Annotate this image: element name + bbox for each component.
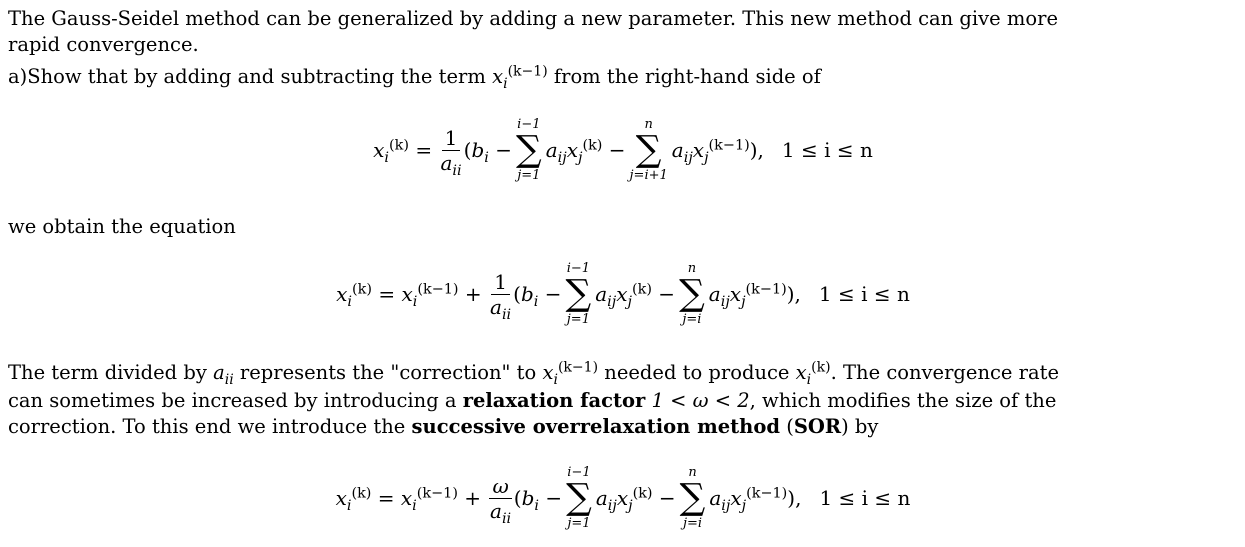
equation-3-fraction: $\frac{\omega}{a_{ii}}$ — [490, 473, 512, 527]
paragraph-2-line-3: correction. To this end we introduce the successive overrelaxation method (SOR) by — [8, 415, 879, 438]
para-text-7: correction. To this end we introduce the — [8, 415, 406, 438]
relaxation-factor-term: relaxation factor — [462, 389, 646, 412]
sor-abbreviation: SOR — [793, 415, 842, 438]
para-text-5: can sometimes be increased by introducing a — [8, 389, 457, 412]
part-a-text — [8, 64, 821, 90]
para-text-6: , which modifies the size of the — [749, 389, 1057, 412]
equation-2: $x_i^{(k)}$ = $x_i^{(k-1)}$ + $\frac{1}{a_{ii}}$ ($b_i$ − i−1 ∑ j=1 $a_{ij}x_j^{(k)}$ − n ∑ j=i $a_{ij}x_j^{(k-1)}$ ), 1 ≤ i ≤ n — [336, 261, 910, 327]
paragraph-2-line-2 — [8, 388, 1056, 414]
para-text-3: needed to produce — [604, 361, 790, 384]
para-text-1: The term divided by — [8, 361, 207, 384]
para-text-2: represents the "correction" to — [239, 361, 537, 384]
equation-3-condition: 1 ≤ i ≤ n — [819, 486, 911, 510]
middle-text: we obtain the equation — [8, 215, 236, 238]
intro-line-2: rapid convergence. — [8, 33, 199, 56]
equation-2-fraction: $\frac{1}{a_{ii}}$ — [490, 269, 512, 323]
paragraph-2-line-1: The term divided by $a_{ii}$ represents the "correction" to $x_i^{(k-1)}$ needed to produce $x_i^{(k)}$. The convergence rate — [8, 359, 1059, 388]
sor-method-term: successive overrelaxation method — [411, 415, 780, 438]
para-text-4: . The convergence rate — [830, 361, 1059, 384]
equation-2-condition: 1 ≤ i ≤ n — [818, 282, 910, 306]
equation-3: $x_i^{(k)}$ = $x_i^{(k-1)}$ + $\frac{\omega}{a_{ii}}$ ($b_i$ − i−1 ∑ j=1 $a_{ij}x_j^{(k)}$ − n ∑ j=i $a_{ij}x_j^{(k-1)}$ ), 1 ≤ i ≤ n — [335, 465, 911, 531]
term-x-i-k-1: $x_i^{(k-1)}$ — [492, 63, 548, 92]
intro-line-1: The Gauss-Seidel method can be generalized by adding a new parameter. This new method can give more — [8, 7, 1059, 30]
part-a-after: from the right-hand side of — [553, 65, 821, 88]
equation-1-fraction: $\frac{1}{a_{ii}}$ — [440, 125, 462, 179]
part-a-before: a)Show that by adding and subtracting the term — [8, 65, 486, 88]
equation-1-condition: 1 ≤ i ≤ n — [781, 138, 873, 162]
omega-range: 1 < ω < 2 — [651, 389, 750, 412]
equation-1: $x_i^{(k)}$ = $\frac{1}{a_{ii}}$ ($b_i$ − i−1 ∑ j=1 $a_{ij}x_j^{(k)}$ − n ∑ j=i+1 $a_{ij}x_j^{(k-1)}$ ), 1 ≤ i ≤ n — [373, 117, 873, 183]
para-text-8: by — [854, 415, 879, 438]
